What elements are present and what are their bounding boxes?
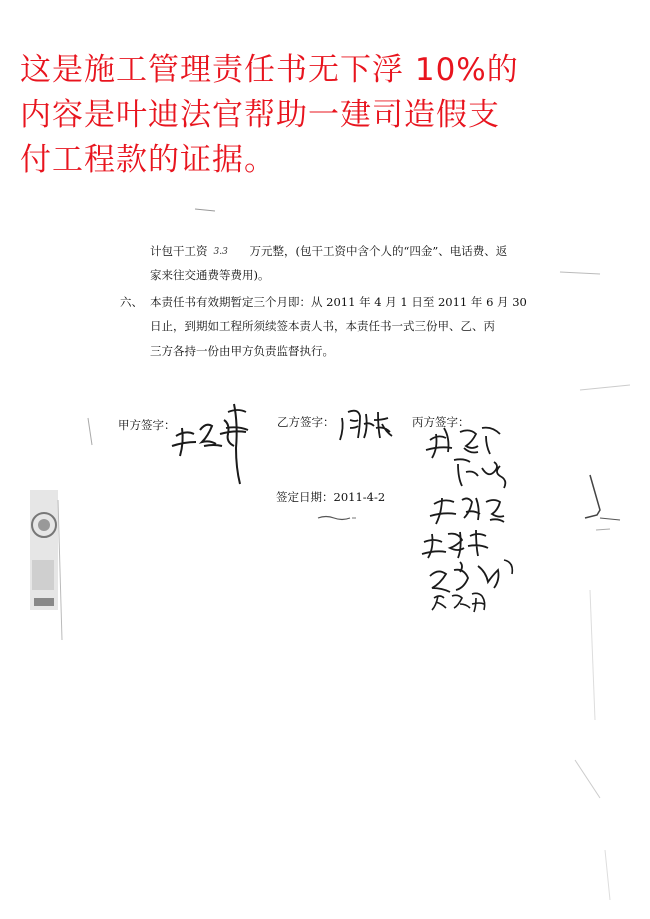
wage-paragraph-line-1 <box>150 243 507 259</box>
headline <box>20 48 635 183</box>
party-a-signature <box>168 400 288 490</box>
wage-suffix: 万元整，(包干工资中含个人的“四金”、电话费、返 <box>249 244 508 258</box>
party-c-signatures <box>420 420 560 620</box>
party-a-signature-label: 甲方签字： <box>118 418 176 432</box>
party-b-signature <box>338 404 398 444</box>
wage-prefix: 计包干工资 <box>150 244 208 258</box>
handwritten-wage-amount: 3.3 <box>213 247 228 257</box>
party-b-signature-label: 乙方签字： <box>277 415 335 429</box>
headline-line-3: 付工程款的证据。 <box>20 142 276 178</box>
wage-paragraph-line-2: 家来往交通费等费用)。 <box>150 268 270 282</box>
section-6-number: 六、 <box>120 295 143 309</box>
section-6-line-3: 三方各持一份由甲方负责监督执行。 <box>150 344 334 358</box>
headline-line-2: 内容是叶迪法官帮助一建司造假支 <box>20 97 500 133</box>
party-c-signature-label: 丙方签字： <box>412 415 470 429</box>
headline-line-1: 这是施工管理责任书无下浮 10%的 <box>20 52 519 88</box>
section-6-line-2: 日止，到期如工程所须续签本责人书，本责任书一式三份甲、乙、丙 <box>150 319 495 333</box>
sign-date: 签定日期：2011-4-2 <box>276 490 386 504</box>
scanned-document <box>0 200 650 919</box>
section-6-line-1: 本责任书有效期暂定三个月即：从 2011 年 4 月 1 日至 2011 年 6 月 30 <box>150 295 527 309</box>
